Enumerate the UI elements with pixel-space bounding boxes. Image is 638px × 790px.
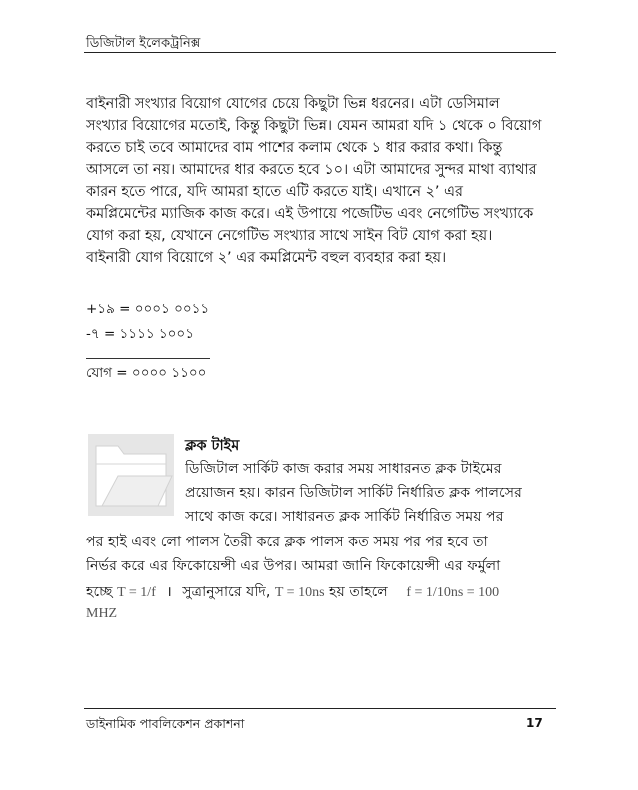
clock-line: প্রয়োজন হয়। কারন ডিজিটাল সার্কিট নির্ধারিত ক্লক পালসের (185, 485, 522, 501)
formula-prefix: হচ্ছে (86, 584, 113, 600)
equation-sum-rule (86, 358, 210, 359)
footer-publisher: ডাইনামিক পাবলিকেশন প্রকাশনা (86, 716, 245, 731)
header-divider (84, 52, 556, 53)
formula-condition: সুত্রানুসারে যদি, (182, 584, 271, 600)
intro-line: যোগ করা হয়, যেখানে নেগেটিভ সংখ্যার সাথে সাইন বিট যোগ করা হয়। (86, 228, 493, 244)
formula-then: হয় তাহলে (329, 584, 388, 600)
clock-line: ডিজিটাল সার্কিট কাজ করার সময় সাধারনত ক্লক টাইমের (185, 461, 502, 477)
intro-line: কমপ্লিমেন্টের ম্যাজিক কাজ করে। এই উপায়ে পজেটিভ এবং নেগেটিভ সংখ্যাকে (86, 206, 534, 222)
page-number: 17 (526, 716, 543, 730)
intro-line: কারন হতে পারে, যদি আমরা হাতে এটি করতে যাই। এখানে ২’ এর (86, 184, 463, 200)
page-header-title: ডিজিটাল ইলেকট্রনিক্স (86, 36, 201, 51)
equation-line-2: -৭ = ১১১১ ১০০১ (86, 326, 194, 342)
footer-divider (84, 708, 556, 709)
formula-result: f = 1/10ns = 100 (406, 585, 500, 600)
intro-line: বাইনারী সংখ্যার বিয়োগ যোগের চেয়ে কিছুটা ভিন্ন ধরনের। এটা ডেসিমাল (86, 96, 500, 112)
clock-line: নির্ভর করে এর ফিকোয়েন্সী এর উপর। আমরা জানি ফিকোয়েন্সী এর ফর্মুলা (86, 558, 501, 574)
equation-line-1: +১৯ = ০০০১ ০০১১ (86, 301, 210, 317)
formula-separator: । (166, 584, 172, 600)
formula-unit: MHZ (86, 606, 118, 621)
intro-line: করতে চাই তবে আমাদের বাম পাশের কলাম থেকে ১ ধার করার কথা। কিন্তু (86, 140, 503, 156)
clock-line: সাথে কাজ করে। সাধারনত ক্লক সার্কিট নির্ধারিত সময় পর (185, 509, 504, 525)
intro-line: সংখ্যার বিয়োগের মতোই, কিন্তু কিছুটা ভিন্ন। যেমন আমরা যদি ১ থেকে ০ বিয়োগ (86, 118, 542, 134)
section-title-clock-time: ক্লক টাইম (185, 438, 240, 454)
clock-line: পর হাই এবং লো পালস তৈরী করে ক্লক পালস কত সময় পর পর হবে তা (86, 534, 488, 550)
intro-paragraph (86, 93, 556, 269)
equation-sum: যোগ = ০০০০ ১১০০ (86, 365, 207, 381)
intro-line: আসলে তা নয়। আমাদের ধার করতে হবে ১০। এটা আমাদের সুন্দর মাথা ব্যাথার (86, 162, 537, 178)
formula-given: T = 10ns (274, 585, 325, 600)
folder-icon (88, 434, 174, 516)
formula-period: T = 1/f (117, 585, 156, 600)
intro-line: বাইনারী যোগ বিয়োগে ২’ এর কমপ্লিমেন্ট বহুল ব্যবহার করা হয়। (86, 250, 447, 266)
